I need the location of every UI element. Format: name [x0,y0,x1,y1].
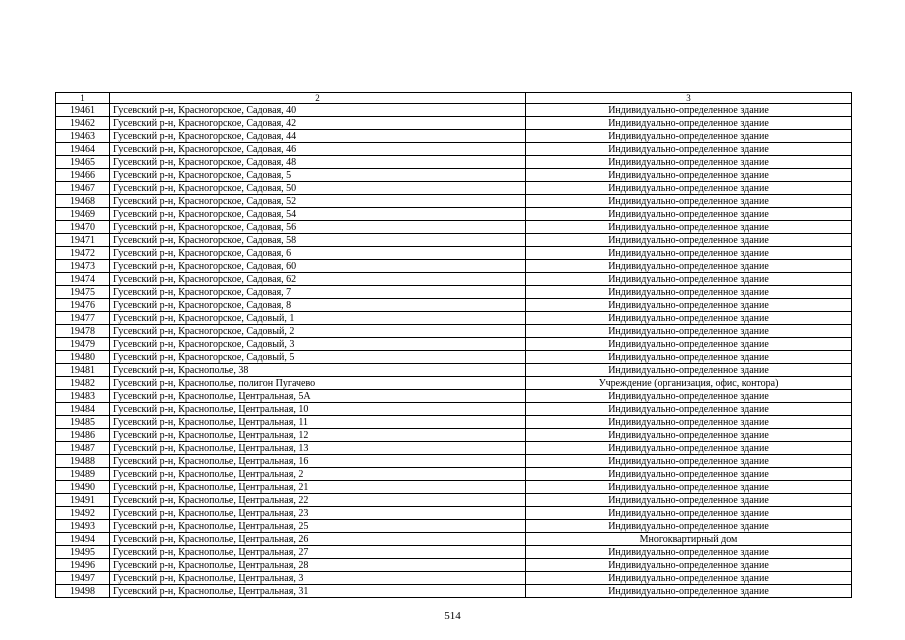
object-type-cell: Индивидуально-определенное здание [526,312,852,325]
table-row [56,481,852,494]
table-row [56,182,852,195]
row-number-cell: 19462 [56,117,110,130]
table-row [56,104,852,117]
object-type-cell: Индивидуально-определенное здание [526,494,852,507]
address-cell: Гусевский р-н, Красногорское, Садовая, 60 [110,260,526,273]
row-number-cell: 19463 [56,130,110,143]
table-row [56,494,852,507]
table-row [56,585,852,598]
row-number-cell: 19478 [56,325,110,338]
row-number-cell: 19470 [56,221,110,234]
object-type-cell: Индивидуально-определенное здание [526,559,852,572]
object-type-cell: Индивидуально-определенное здание [526,156,852,169]
object-type-cell: Индивидуально-определенное здание [526,286,852,299]
row-number-cell: 19489 [56,468,110,481]
object-type-cell: Индивидуально-определенное здание [526,455,852,468]
object-type-cell: Индивидуально-определенное здание [526,117,852,130]
object-type-cell: Многоквартирный дом [526,533,852,546]
address-cell: Гусевский р-н, Красногорское, Садовый, 5 [110,351,526,364]
row-number-cell: 19466 [56,169,110,182]
address-cell: Гусевский р-н, Красногорское, Садовая, 44 [110,130,526,143]
table-row [56,442,852,455]
address-cell: Гусевский р-н, Красногорское, Садовая, 52 [110,195,526,208]
object-type-cell: Индивидуально-определенное здание [526,143,852,156]
table-row [56,559,852,572]
row-number-cell: 19471 [56,234,110,247]
address-cell: Гусевский р-н, Красногорское, Садовая, 6 [110,247,526,260]
table-row [56,416,852,429]
address-cell: Гусевский р-н, Красногорское, Садовая, 40 [110,104,526,117]
table-row [56,572,852,585]
row-number-cell: 19486 [56,429,110,442]
address-cell: Гусевский р-н, Красногорское, Садовая, 62 [110,273,526,286]
table-row [56,143,852,156]
object-type-cell: Индивидуально-определенное здание [526,364,852,377]
object-type-cell: Индивидуально-определенное здание [526,403,852,416]
object-type-cell: Индивидуально-определенное здание [526,520,852,533]
row-number-cell: 19474 [56,273,110,286]
object-type-cell: Индивидуально-определенное здание [526,351,852,364]
address-cell: Гусевский р-н, Краснополье, полигон Пугачево [110,377,526,390]
row-number-cell: 19467 [56,182,110,195]
table-row [56,260,852,273]
address-cell: Гусевский р-н, Краснополье, Центральная, 22 [110,494,526,507]
row-number-cell: 19490 [56,481,110,494]
address-cell: Гусевский р-н, Красногорское, Садовая, 7 [110,286,526,299]
row-number-cell: 19498 [56,585,110,598]
table-row [56,546,852,559]
row-number-cell: 19495 [56,546,110,559]
column-number-3: 3 [526,93,852,104]
address-cell: Гусевский р-н, Краснополье, Центральная, 28 [110,559,526,572]
object-type-cell: Индивидуально-определенное здание [526,572,852,585]
table-row [56,455,852,468]
row-number-cell: 19473 [56,260,110,273]
table-row [56,117,852,130]
address-cell: Гусевский р-н, Красногорское, Садовая, 50 [110,182,526,195]
row-number-cell: 19491 [56,494,110,507]
row-number-cell: 19469 [56,208,110,221]
object-type-cell: Индивидуально-определенное здание [526,208,852,221]
registry-table [55,92,852,598]
address-cell: Гусевский р-н, Красногорское, Садовая, 8 [110,299,526,312]
address-cell: Гусевский р-н, Краснополье, Центральная, 5А [110,390,526,403]
object-type-cell: Индивидуально-определенное здание [526,429,852,442]
address-cell: Гусевский р-н, Краснополье, Центральная, 25 [110,520,526,533]
column-number-row [56,93,852,104]
table-row [56,533,852,546]
table-row [56,364,852,377]
object-type-cell: Индивидуально-определенное здание [526,390,852,403]
table-row [56,273,852,286]
object-type-cell: Индивидуально-определенное здание [526,442,852,455]
object-type-cell: Индивидуально-определенное здание [526,182,852,195]
page-number: 514 [444,610,461,622]
object-type-cell: Индивидуально-определенное здание [526,221,852,234]
object-type-cell: Индивидуально-определенное здание [526,585,852,598]
address-cell: Гусевский р-н, Краснополье, Центральная, 10 [110,403,526,416]
address-cell: Гусевский р-н, Краснополье, Центральная, 13 [110,442,526,455]
object-type-cell: Индивидуально-определенное здание [526,260,852,273]
registry-table-body [56,93,852,598]
object-type-cell: Индивидуально-определенное здание [526,325,852,338]
table-row [56,390,852,403]
address-cell: Гусевский р-н, Красногорское, Садовый, 1 [110,312,526,325]
address-cell: Гусевский р-н, Краснополье, Центральная, 27 [110,546,526,559]
table-row [56,429,852,442]
table-row [56,338,852,351]
row-number-cell: 19485 [56,416,110,429]
address-cell: Гусевский р-н, Красногорское, Садовая, 46 [110,143,526,156]
address-cell: Гусевский р-н, Красногорское, Садовый, 2 [110,325,526,338]
address-cell: Гусевский р-н, Красногорское, Садовый, 3 [110,338,526,351]
address-cell: Гусевский р-н, Краснополье, Центральная, 21 [110,481,526,494]
table-row [56,351,852,364]
address-cell: Гусевский р-н, Краснополье, Центральная, 12 [110,429,526,442]
object-type-cell: Индивидуально-определенное здание [526,169,852,182]
object-type-cell: Индивидуально-определенное здание [526,195,852,208]
table-row [56,507,852,520]
row-number-cell: 19492 [56,507,110,520]
table-row [56,247,852,260]
row-number-cell: 19465 [56,156,110,169]
object-type-cell: Индивидуально-определенное здание [526,130,852,143]
address-cell: Гусевский р-н, Краснополье, Центральная, 31 [110,585,526,598]
row-number-cell: 19488 [56,455,110,468]
table-row [56,325,852,338]
address-cell: Гусевский р-н, Красногорское, Садовая, 58 [110,234,526,247]
row-number-cell: 19464 [56,143,110,156]
row-number-cell: 19477 [56,312,110,325]
table-row [56,286,852,299]
object-type-cell: Индивидуально-определенное здание [526,104,852,117]
address-cell: Гусевский р-н, Краснополье, Центральная, 23 [110,507,526,520]
address-cell: Гусевский р-н, Краснополье, 38 [110,364,526,377]
table-row [56,312,852,325]
object-type-cell: Индивидуально-определенное здание [526,234,852,247]
row-number-cell: 19468 [56,195,110,208]
row-number-cell: 19476 [56,299,110,312]
column-number-2: 2 [110,93,526,104]
object-type-cell: Индивидуально-определенное здание [526,481,852,494]
address-cell: Гусевский р-н, Красногорское, Садовая, 56 [110,221,526,234]
row-number-cell: 19479 [56,338,110,351]
table-row [56,208,852,221]
object-type-cell: Учреждение (организация, офис, контора) [526,377,852,390]
column-number-1: 1 [56,93,110,104]
object-type-cell: Индивидуально-определенное здание [526,416,852,429]
object-type-cell: Индивидуально-определенное здание [526,546,852,559]
table-row [56,377,852,390]
row-number-cell: 19496 [56,559,110,572]
table-row [56,221,852,234]
table-row [56,299,852,312]
row-number-cell: 19484 [56,403,110,416]
address-cell: Гусевский р-н, Красногорское, Садовая, 54 [110,208,526,221]
table-row [56,169,852,182]
row-number-cell: 19461 [56,104,110,117]
row-number-cell: 19481 [56,364,110,377]
address-cell: Гусевский р-н, Красногорское, Садовая, 42 [110,117,526,130]
address-cell: Гусевский р-н, Краснополье, Центральная, 16 [110,455,526,468]
row-number-cell: 19472 [56,247,110,260]
row-number-cell: 19482 [56,377,110,390]
table-row [56,403,852,416]
object-type-cell: Индивидуально-определенное здание [526,507,852,520]
table-row [56,130,852,143]
table-row [56,520,852,533]
row-number-cell: 19483 [56,390,110,403]
address-cell: Гусевский р-н, Краснополье, Центральная, 11 [110,416,526,429]
object-type-cell: Индивидуально-определенное здание [526,299,852,312]
row-number-cell: 19493 [56,520,110,533]
table-row [56,195,852,208]
table-row [56,234,852,247]
object-type-cell: Индивидуально-определенное здание [526,468,852,481]
row-number-cell: 19494 [56,533,110,546]
address-cell: Гусевский р-н, Краснополье, Центральная, 3 [110,572,526,585]
address-cell: Гусевский р-н, Красногорское, Садовая, 48 [110,156,526,169]
row-number-cell: 19497 [56,572,110,585]
table-row [56,156,852,169]
address-cell: Гусевский р-н, Красногорское, Садовая, 5 [110,169,526,182]
address-cell: Гусевский р-н, Краснополье, Центральная, 2 [110,468,526,481]
row-number-cell: 19480 [56,351,110,364]
object-type-cell: Индивидуально-определенное здание [526,247,852,260]
table-row [56,468,852,481]
address-cell: Гусевский р-н, Краснополье, Центральная, 26 [110,533,526,546]
object-type-cell: Индивидуально-определенное здание [526,338,852,351]
row-number-cell: 19487 [56,442,110,455]
row-number-cell: 19475 [56,286,110,299]
object-type-cell: Индивидуально-определенное здание [526,273,852,286]
